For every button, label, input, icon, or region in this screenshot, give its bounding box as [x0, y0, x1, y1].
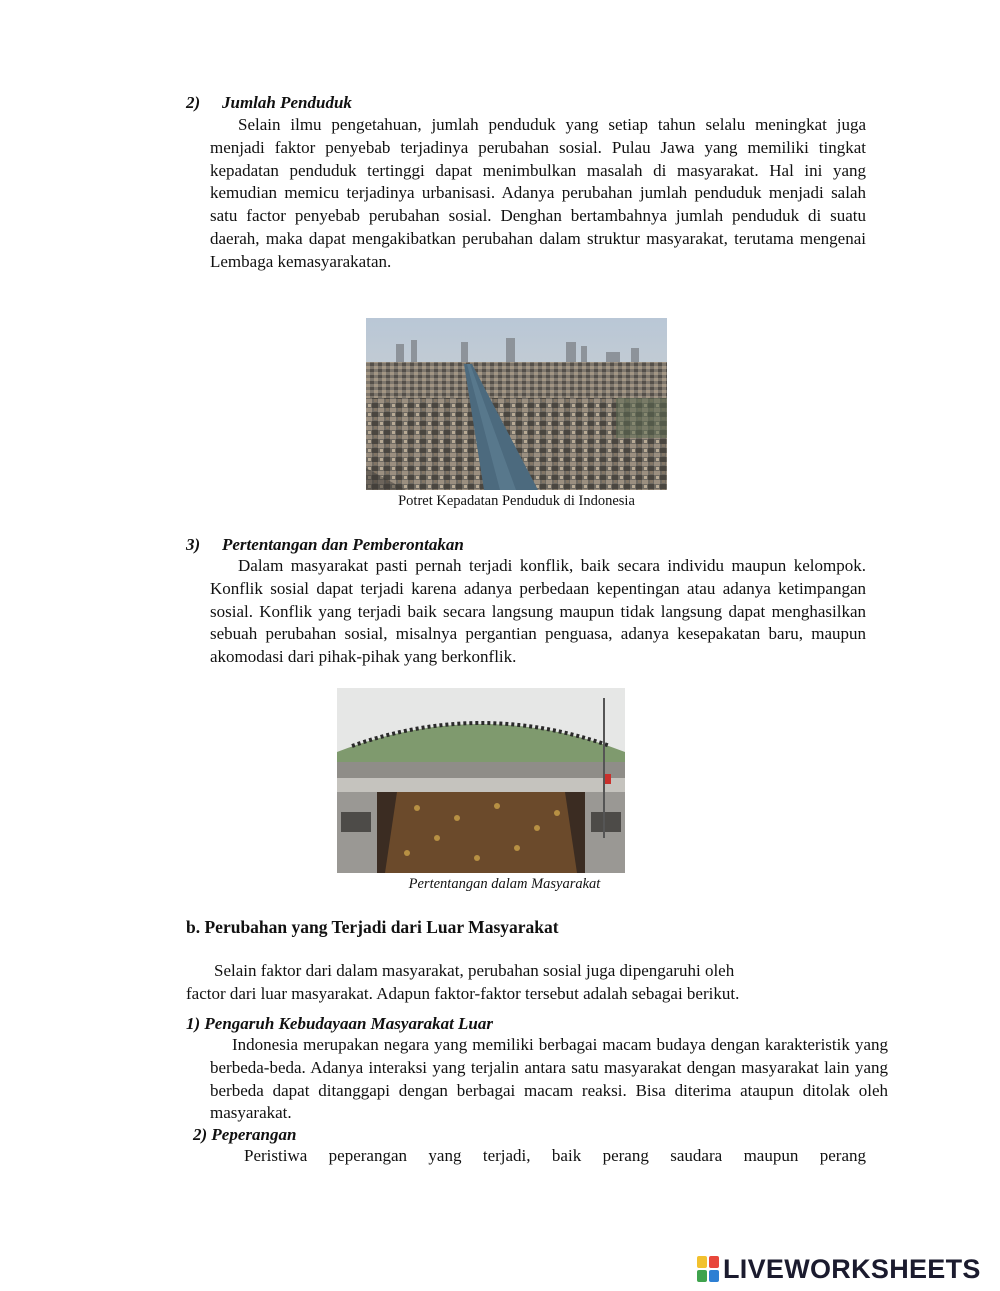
protest-illustration — [337, 688, 625, 873]
heading-number: 2) — [193, 1125, 208, 1144]
heading-pertentangan — [186, 534, 686, 556]
heading-pengaruh-kebudayaan — [186, 1013, 786, 1035]
paragraph-jumlah-penduduk — [210, 114, 866, 274]
heading-title: Jumlah Penduduk — [222, 93, 352, 112]
paragraph-text: Dalam masyarakat pasti pernah terjadi konflik, baik secara individu maupun kelompok. Konflik sosial dapat terjadi karena adanya perbedaan kepentingan atau adanya ketimpangan sosial. Konflik yang terjadi baik secara langsung maupun tidak langsung dapat menghasilkan sebuah perubahan sosial, misalnya pergantian penguasa, adanya kesepakatan baru, maupun akomodasi dari pihak-pihak yang berkonflik. — [210, 556, 866, 667]
heading-number: 2) — [186, 93, 201, 112]
heading-number: 3) — [186, 535, 201, 554]
logo-text: LIVEWORKSHEETS — [723, 1253, 981, 1284]
photo-population-density — [366, 318, 667, 490]
intro-line-1: Selain faktor dari dalam masyarakat, perubahan sosial juga dipengaruhi oleh — [214, 961, 735, 980]
paragraph-text: Indonesia merupakan negara yang memiliki berbagai macam budaya dengan karakteristik yang berbeda-beda. Adanya interaksi yang terjalin antara satu masyarakat dengan masyarakat lain yang berbeda dapat ditanggapi dengan berbagai macam reaksi. Bisa diterima ataupun ditolak oleh masyarakat. — [210, 1035, 888, 1123]
caption-protest: Pertentangan dalam Masyarakat — [408, 876, 601, 892]
section-b-intro — [186, 960, 886, 1006]
section-b-title: b. Perubahan yang Terjadi dari Luar Masyarakat — [186, 917, 559, 937]
heading-number: 1) — [186, 1014, 201, 1033]
city-aerial-illustration — [366, 318, 667, 490]
intro-line-2: factor dari luar masyarakat. Adapun faktor-faktor tersebut adalah sebagai berikut. — [186, 983, 740, 1003]
liveworksheets-logo — [697, 1252, 997, 1286]
heading-jumlah-penduduk — [186, 92, 686, 114]
logo-blocks-icon — [697, 1256, 719, 1282]
paragraph-text: Selain ilmu pengetahuan, jumlah penduduk yang setiap tahun selalu meningkat juga menjadi faktor penyebab terjadinya perubahan sosial. Pulau Jawa yang memiliki tingkat kepadatan penduduk tertinggi dapat menimbulkan masalah di masyarakat. Hal ini yang kemudian memicu terjadinya urbanisasi. Adanya perubahan jumlah penduduk menjadi salah satu factor penyebab perubahan sosial. Denghan bertambahnya jumlah penduduk di suatu daerah, maka dapat mengakibatkan perubahan dalam struktur masyarakat, terutama mengenai Lembaga kemasyarakatan. — [210, 115, 866, 271]
paragraph-pengaruh-kebudayaan — [210, 1034, 888, 1125]
photo-protest — [337, 688, 625, 873]
caption-population-density: Potret Kepadatan Penduduk di Indonesia — [398, 493, 635, 509]
heading-title: Peperangan — [211, 1125, 297, 1144]
heading-peperangan — [193, 1124, 593, 1146]
paragraph-pertentangan — [210, 555, 866, 669]
paragraph-peperangan — [210, 1145, 866, 1168]
heading-title: Pertentangan dan Pemberontakan — [222, 535, 464, 554]
heading-title: Pengaruh Kebudayaan Masyarakat Luar — [204, 1014, 493, 1033]
paragraph-text: Peristiwa peperangan yang terjadi, baik perang saudara maupun perang — [244, 1146, 866, 1165]
